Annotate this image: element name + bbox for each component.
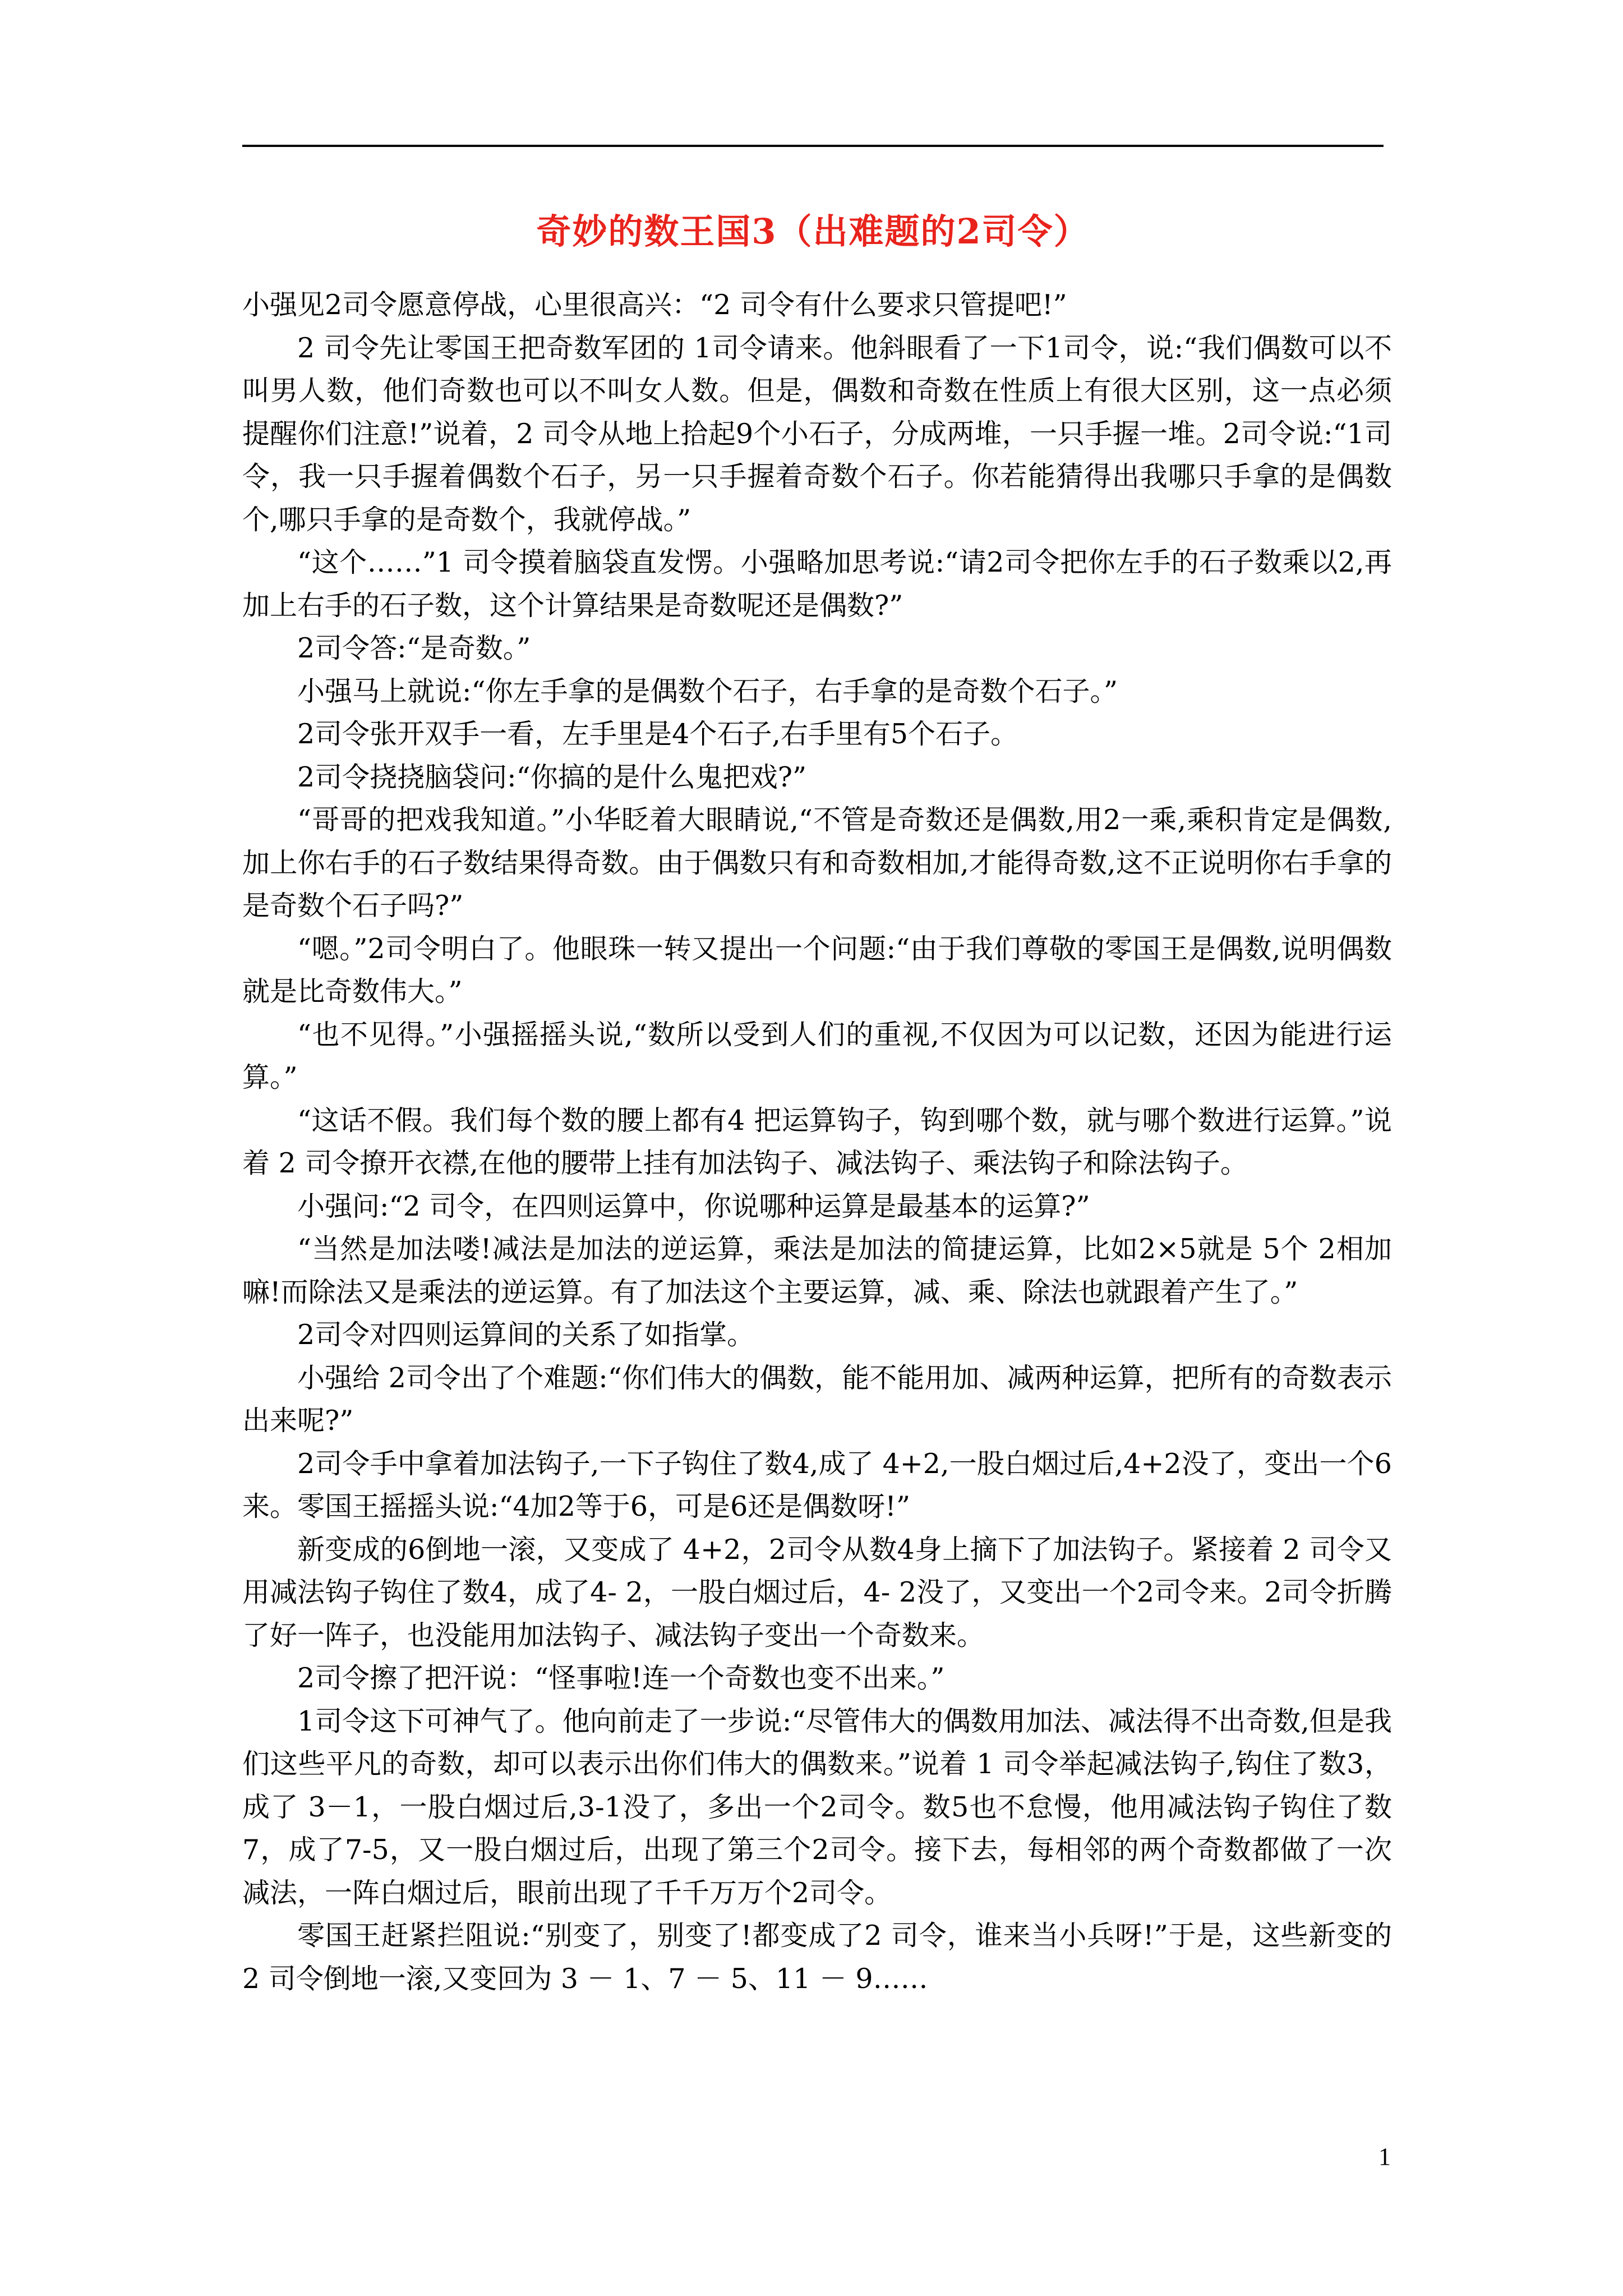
document-body bbox=[242, 284, 1392, 2000]
document-title: 奇妙的数王国3（出难题的2司令） bbox=[536, 211, 1090, 252]
paragraph: 小强见2司令愿意停战，心里很高兴：“2 司令有什么要求只管提吧!” bbox=[242, 289, 1067, 321]
paragraph: 2 司令先让零国王把奇数军团的 1司令请来。他斜眼看了一下1司令，说:“我们偶数可以不叫男人数，他们奇数也可以不叫女人数。但是，偶数和奇数在性质上有很大区别，这一点必须提醒你们注意!”说着，2 司令从地上拾起9个小石子，分成两堆，一只手握一堆。2司令说:“1司令，我一只手握着偶数个石子，另一只手握着奇数个石子。你若能猜得出我哪只手拿的是偶数个,哪只手拿的是奇数个，我就停战。” bbox=[242, 332, 1392, 536]
paragraph: 2司令擦了把汗说：“怪事啦!连一个奇数也变不出来。” bbox=[297, 1662, 945, 1694]
paragraph: 小强给 2司令出了个难题:“你们伟大的偶数，能不能用加、减两种运算，把所有的奇数表示出来呢?” bbox=[242, 1361, 1392, 1437]
header-rule bbox=[242, 145, 1384, 147]
paragraph: 小强马上就说:“你左手拿的是偶数个石子，右手拿的是奇数个石子。” bbox=[297, 675, 1118, 707]
paragraph: 2司令对四则运算间的关系了如指掌。 bbox=[297, 1319, 755, 1351]
paragraph: “也不见得。”小强摇摇头说,“数所以受到人们的重视,不仅因为可以记数，还因为能进行运算。” bbox=[242, 1018, 1392, 1093]
paragraph: “哥哥的把戏我知道。”小华眨着大眼睛说,“不管是奇数还是偶数,用2一乘,乘积肯定是偶数,加上你右手的石子数结果得奇数。由于偶数只有和奇数相加,才能得奇数,这不正说明你右手拿的是奇数个石子吗?” bbox=[242, 804, 1392, 922]
paragraph: 2司令答:“是奇数。” bbox=[297, 632, 531, 664]
paragraph: “这话不假。我们每个数的腰上都有4 把运算钩子，钩到哪个数，就与哪个数进行运算。”说着 2 司令撩开衣襟,在他的腰带上挂有加法钩子、减法钩子、乘法钩子和除法钩子。 bbox=[242, 1104, 1392, 1179]
paragraph: “嗯。”2司令明白了。他眼珠一转又提出一个问题:“由于我们尊敬的零国王是偶数,说明偶数就是比奇数伟大。” bbox=[242, 932, 1392, 1007]
paragraph: “这个……”1 司令摸着脑袋直发愣。小强略加思考说:“请2司令把你左手的石子数乘以2,再加上右手的石子数，这个计算结果是奇数呢还是偶数?” bbox=[242, 546, 1392, 622]
paragraph: 2司令挠挠脑袋问:“你搞的是什么鬼把戏?” bbox=[297, 761, 807, 793]
paragraph: 零国王赶紧拦阻说:“别变了，别变了!都变成了2 司令，谁来当小兵呀!”于是，这些新变的 2 司令倒地一滚,又变回为 3 － 1、7 － 5、11 － 9…… bbox=[242, 1920, 1392, 1995]
page-number: 1 bbox=[1378, 2143, 1391, 2170]
paragraph: 1司令这下可神气了。他向前走了一步说:“尽管伟大的偶数用加法、减法得不出奇数,但是我们这些平凡的奇数，却可以表示出你们伟大的偶数来。”说着 1 司令举起减法钩子,钩住了数3，成了 3－1，一股白烟过后,3-1没了，多出一个2司令。数5也不怠慢，他用减法钩子钩住了数7，成了7-5，又一股白烟过后，出现了第三个2司令。接下去，每相邻的两个奇数都做了一次减法，一阵白烟过后，眼前出现了千千万万个2司令。 bbox=[242, 1705, 1392, 1909]
paragraph: 小强问:“2 司令，在四则运算中，你说哪种运算是最基本的运算?” bbox=[297, 1190, 1090, 1222]
paragraph: “当然是加法喽!减法是加法的逆运算，乘法是加法的简捷运算，比如2×5就是 5个 2相加嘛!而除法又是乘法的逆运算。有了加法这个主要运算，减、乘、除法也就跟着产生了。” bbox=[242, 1233, 1392, 1308]
paragraph: 新变成的6倒地一滚，又变成了 4+2，2司令从数4身上摘下了加法钩子。紧接着 2 司令又用减法钩子钩住了数4，成了4- 2，一股白烟过后，4- 2没了，又变出一个2司令来。2司令折腾了好一阵子，也没能用加法钩子、减法钩子变出一个奇数来。 bbox=[242, 1533, 1392, 1651]
paragraph: 2司令张开双手一看，左手里是4个石子,右手里有5个石子。 bbox=[297, 718, 1018, 750]
paragraph: 2司令手中拿着加法钩子,一下子钩住了数4,成了 4+2,一股白烟过后,4+2没了，变出一个6来。零国王摇摇头说:“4加2等于6，可是6还是偶数呀!” bbox=[242, 1447, 1392, 1522]
